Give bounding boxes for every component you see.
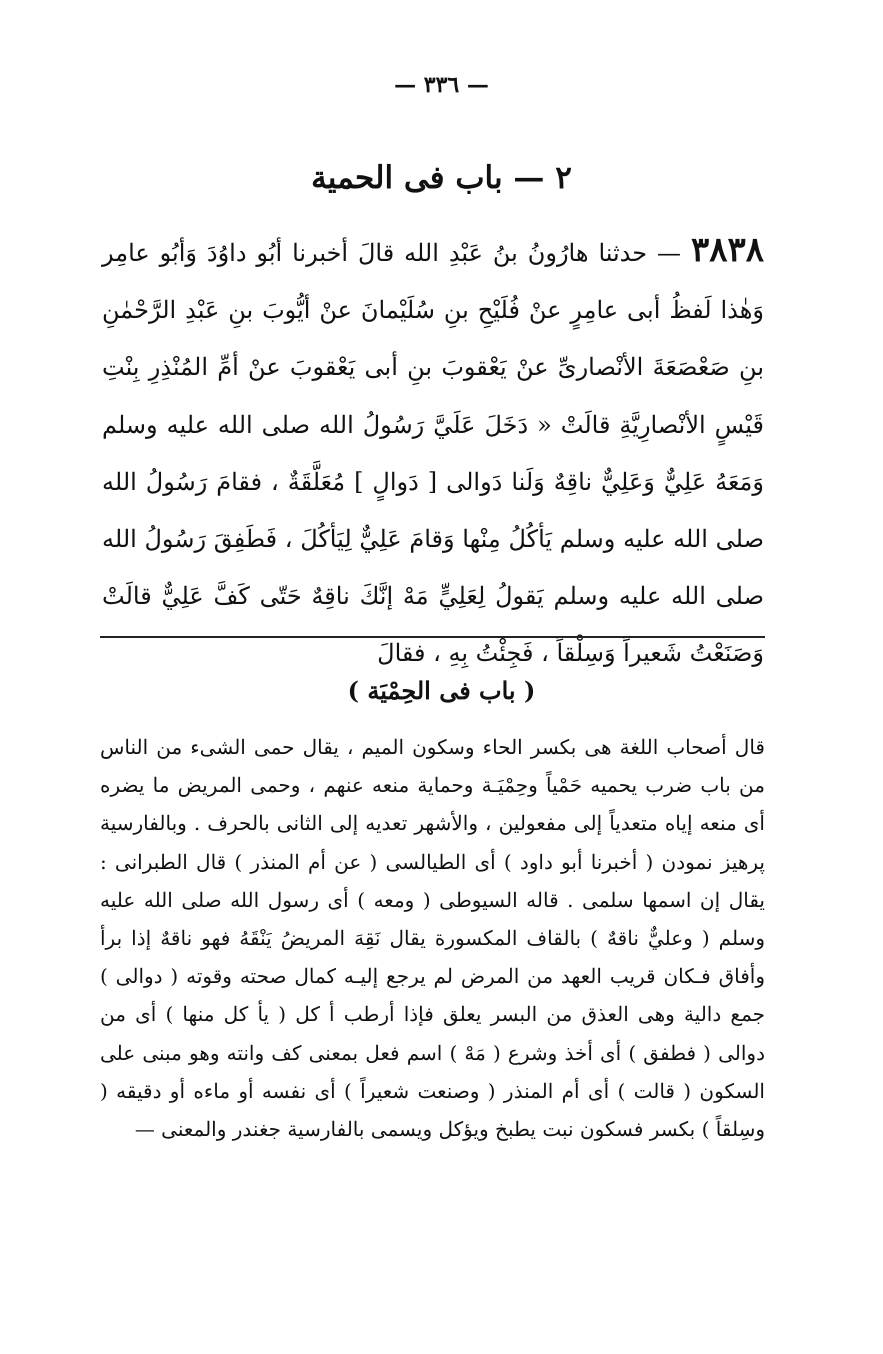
hadith-text-block	[102, 222, 764, 683]
commentary-title: ( باب فى الحِمْيَة )	[347, 676, 536, 705]
hadith-text: — حدثنا هارُونُ بنُ عَبْدِ الله قالَ أخبرنا أبُو داوُدَ وَأبُو عامِر وَهٰذا لَفظُ أبى عامِرٍ عنْ فُلَيْحِ بنِ سُلَيْمانَ عنْ أيُّوبَ بنِ عَبْدِ الرَّحْمٰنِ بنِ صَعْصَعَةَ الأنْصارىِّ عنْ يَعْقوبَ بنِ أبى يَعْقوبَ عنْ أمِّ المُنْذِرِ بِنْتِ قَيْسٍ الأنْصارِيَّةِ قالَتْ « دَخَلَ عَلَيَّ رَسُولُ الله صلى الله عليه وسلم وَمَعَهُ عَلِيٌّ وَعَلِيٌّ ناقِهٌ وَلَنا دَوالى [ دَوالٍ ] مُعَلَّقَةٌ ، فقامَ رَسُولُ الله صلى الله عليه وسلم يَأكُلُ مِنْها وَقامَ عَلِيٌّ لِيَأكُلَ ، فَطَفِقَ رَسُولُ الله صلى الله عليه وسلم يَقولُ لِعَلِيٍّ مَهْ إنَّكَ ناقِهٌ حَتّى كَفَّ عَلِيٌّ قالَتْ وَصَنَعْتُ شَعيراً وَسِلْقاً ، فَجِئْتُ بِهِ ، فقالَ	[102, 239, 764, 668]
footnote-divider	[100, 636, 765, 638]
page-number: — ٣٣٦ —	[394, 72, 489, 98]
commentary-text: قال أصحاب اللغة هى بكسر الحاء وسكون الميم ، يقال حمى الشىء من الناس من باب ضرب يحميه حَمْياً وحِمْيَـة وحماية منعه عنهم ، وحمى المريض ما يضره أى منعه إياه متعدياً إلى مفعولين ، والأشهر تعديه إلى الثانى بالحرف . وبالفارسية پرهيز نمودن ( أخبرنا أبو داود ) أى الطيالسى ( عن أم المنذر ) قال الطبرانى : يقال إن اسمها سلمى . قاله السيوطى ( ومعه ) أى رسول الله صلى الله عليه وسلم ( وعليٌّ ناقهٌ ) بالقاف المكسورة يقال نَقِهَ المريضُ يَنْقَهُ فهو ناقهٌ إذا برأ وأفاق فـكان قريب العهد من المرض لم يرجع إليـه كمال صحته وقوته ( دوالى ) جمع دالية وهى العذق من البسر يعلق فإذا أرطب أ كل ( يأ كل منها ) أى من دوالى ( فطفق ) أى أخذ وشرع ( مَهْ ) اسم فعل بمعنى كف وانته وهو مبنى على السكون ( قالت ) أى أم المنذر ( وصنعت شعيراً ) أى نفسه أو ماءه أو دقيقه ( وسِلقاً ) بكسر فسكون نبت يطبخ ويؤكل ويسمى بالفارسية جغندر والمعنى —	[100, 735, 765, 1142]
chapter-title: ٢ — باب فى الحمية	[311, 160, 572, 196]
hadith-number: ٣٨٣٨	[690, 230, 764, 270]
